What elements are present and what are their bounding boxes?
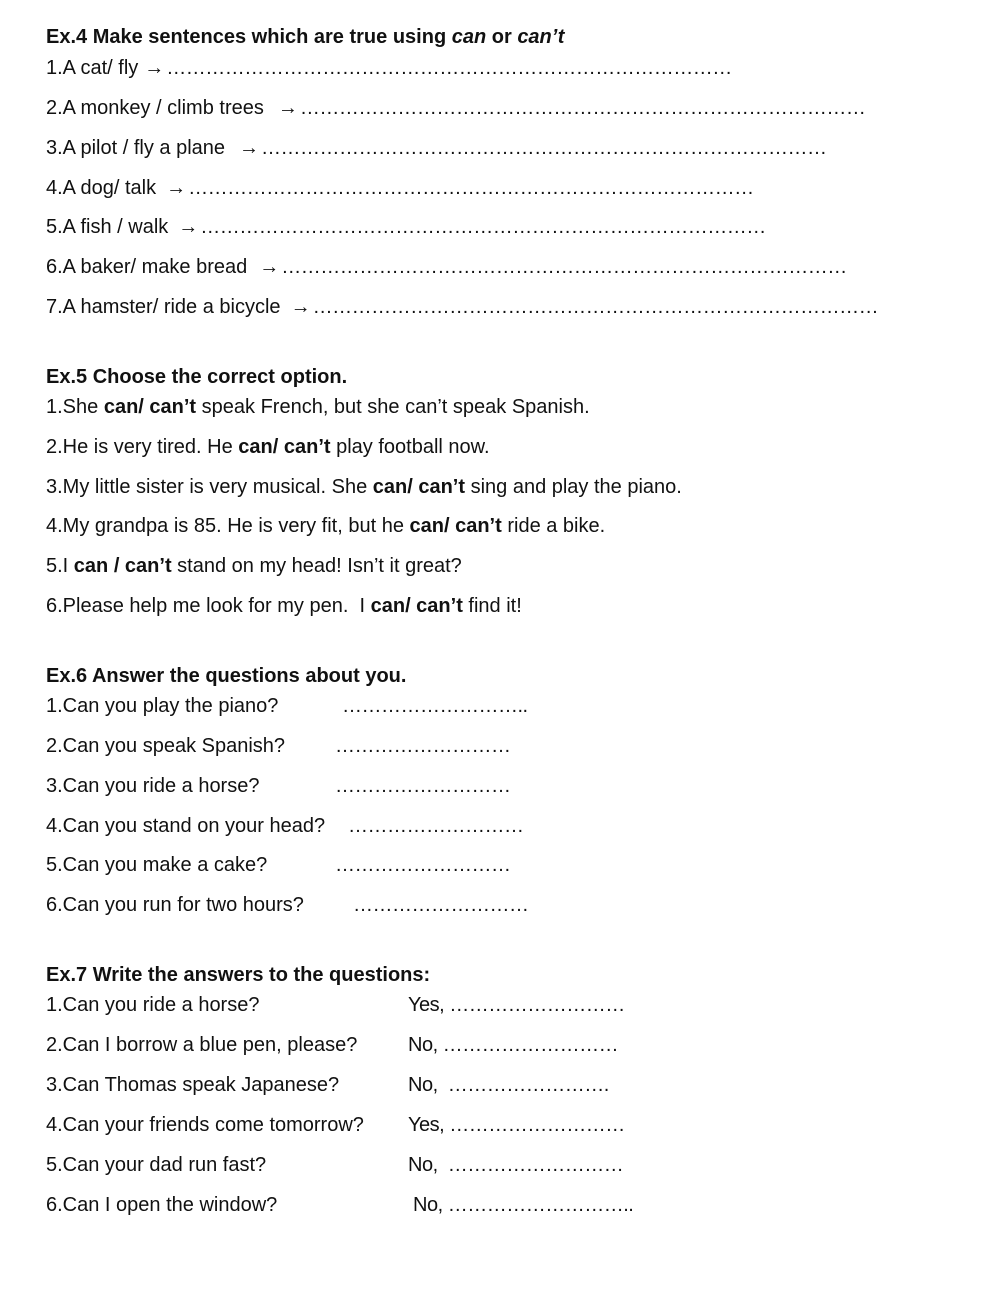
ex5-item-before: 5.I [46,555,74,577]
ex4-item [46,295,879,319]
ex4-item [46,176,754,200]
answer-blank[interactable]: ……………………… [335,735,511,757]
answer-blank[interactable]: ……………………….. [342,695,528,717]
ex5-item-before: 2.He is very tired. He [46,436,239,458]
arrow-icon: → [277,97,298,119]
ex4-heading-or: or [486,26,518,48]
ex4-item [46,255,847,279]
arrow-icon: → [290,296,311,318]
ex7-question: 5.Can your dad run fast? [46,1154,267,1176]
answer-blank[interactable]: ……………………… [335,775,511,797]
ex5-item-before: 4.My grandpa is 85. He is very fit, but he [46,515,410,537]
answer-blank[interactable]: …………………………………………………………………………… [188,177,754,199]
option-choice[interactable]: can/ can’t [103,396,197,418]
ex5-item-after: ride a bike. [501,515,606,537]
answer-blank[interactable]: …………………………………………………………………………… [166,57,732,79]
ex4-heading-can: can [451,26,487,48]
ex6-question: 6.Can you run for two hours? [46,894,304,916]
ex4-item [46,96,866,120]
ex4-item [46,56,732,80]
ex5-item [46,435,490,459]
arrow-icon: → [178,216,199,238]
ex6-question: 5.Can you make a cake? [46,854,268,876]
arrow-icon: → [259,256,280,278]
answer-blank[interactable]: …………………………………………………………………………… [261,137,827,159]
ex7-question: 1.Can you ride a horse? [46,994,260,1016]
ex5-heading: Ex.5 Choose the correct option. [46,366,348,388]
ex4-item-text: 1.A cat/ fly [46,57,139,79]
ex4-item-text: 4.A dog/ talk [46,177,157,199]
ex4-heading [46,25,564,49]
arrow-icon: → [144,57,165,79]
answer-blank[interactable]: …………………………………………………………………………… [200,216,766,238]
ex6-question: 3.Can you ride a horse? [46,775,260,797]
ex5-item-after: find it! [462,595,522,617]
ex6-question: 1.Can you play the piano? [46,695,279,717]
ex4-item-text: 7.A hamster/ ride a bicycle [46,296,281,318]
ex7-heading: Ex.7 Write the answers to the questions: [46,964,431,986]
option-choice[interactable]: can/ can’t [372,476,466,498]
ex5-item [46,514,605,538]
answer-blank[interactable]: ……………………… [335,854,511,876]
ex4-heading-cant: can’t [517,26,565,48]
arrow-icon: → [239,137,260,159]
ex7-question: 3.Can Thomas speak Japanese? [46,1074,340,1096]
answer-blank[interactable]: …………………………………………………………………………… [312,296,879,318]
ex5-item-after: speak French, but she can’t speak Spanish. [196,396,590,418]
ex7-question: 4.Can your friends come tomorrow? [46,1114,364,1136]
answer-blank[interactable]: No, ……………………… [408,1154,624,1176]
ex5-item [46,554,462,578]
ex6-question: 4.Can you stand on your head? [46,815,326,837]
ex4-item [46,215,766,239]
answer-blank[interactable]: Yes, ……………………… [408,1114,625,1136]
option-choice[interactable]: can/ can’t [370,595,463,617]
ex7-question: 2.Can I borrow a blue pen, please? [46,1034,358,1056]
ex4-item-text: 5.A fish / walk [46,216,169,238]
ex5-item-before: 6.Please help me look for my pen. I [46,595,371,617]
option-choice[interactable]: can / can’t [73,555,172,577]
ex4-item-text: 6.A baker/ make bread [46,256,248,278]
ex5-item-after: stand on my head! Isn’t it great? [171,555,462,577]
ex5-item-before: 3.My little sister is very musical. She [46,476,373,498]
answer-blank[interactable]: No, ……………………. [408,1074,609,1096]
arrow-icon: → [166,177,187,199]
ex5-item [46,475,682,499]
answer-blank[interactable]: ……………………… [353,894,529,916]
answer-blank[interactable]: ……………………… [348,815,524,837]
answer-blank[interactable]: …………………………………………………………………………… [299,97,866,119]
answer-blank[interactable]: No, ……………………….. [408,1194,634,1216]
ex5-item-after: sing and play the piano. [465,476,682,498]
answer-blank[interactable]: …………………………………………………………………………… [281,256,847,278]
ex4-item-text: 2.A monkey / climb trees [46,97,264,119]
answer-blank[interactable]: No, ……………………… [408,1034,619,1056]
answer-blank[interactable]: Yes, ……………………… [408,994,625,1016]
ex5-item-after: play football now. [330,436,490,458]
ex6-question: 2.Can you speak Spanish? [46,735,286,757]
ex5-item-before: 1.She [46,396,104,418]
ex6-heading: Ex.6 Answer the questions about you. [46,665,407,687]
ex4-item-text: 3.A pilot / fly a plane [46,137,226,159]
ex4-item [46,136,827,160]
ex5-item [46,395,590,419]
option-choice[interactable]: can/ can’t [409,515,502,537]
option-choice[interactable]: can/ can’t [238,436,331,458]
ex7-question: 6.Can I open the window? [46,1194,278,1216]
ex4-heading-prefix: Ex.4 Make sentences which are true using [46,26,452,48]
ex5-item [46,594,522,618]
